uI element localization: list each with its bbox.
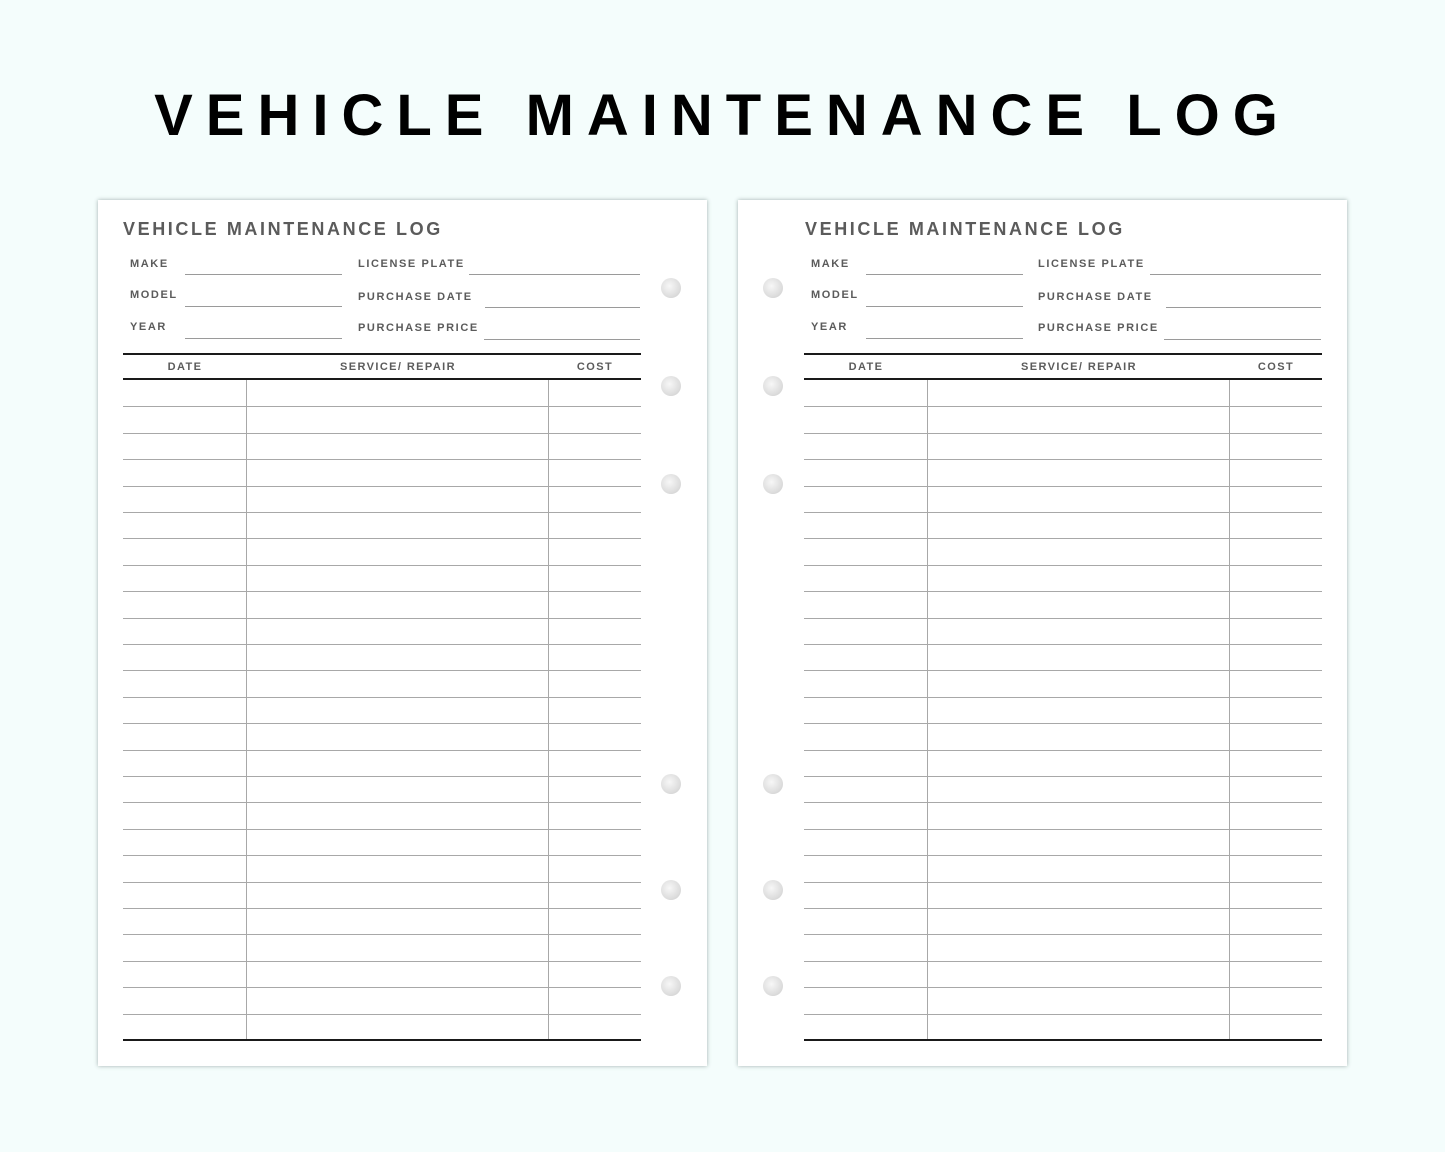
table-row[interactable]	[804, 486, 1322, 487]
table-top-rule	[804, 353, 1322, 355]
punch-hole	[763, 278, 783, 298]
table-row[interactable]	[804, 750, 1322, 751]
table-row[interactable]	[123, 644, 641, 645]
table-row[interactable]	[804, 829, 1322, 830]
purchase-price-label: PURCHASE PRICE	[1038, 322, 1159, 334]
table-row[interactable]	[804, 697, 1322, 698]
column-divider	[927, 380, 928, 1041]
table-bottom-rule	[123, 1039, 641, 1041]
punch-hole	[661, 880, 681, 900]
table-row[interactable]	[804, 644, 1322, 645]
table-row[interactable]	[804, 802, 1322, 803]
page-title: VEHICLE MAINTENANCE LOG	[123, 219, 443, 239]
license-plate-label: LICENSE PLATE	[1038, 258, 1145, 270]
model-field[interactable]	[185, 306, 342, 307]
year-label: YEAR	[130, 321, 167, 333]
table-row[interactable]	[123, 591, 641, 592]
table-row[interactable]	[123, 829, 641, 830]
purchase-price-label: PURCHASE PRICE	[358, 322, 479, 334]
table-row[interactable]	[804, 1014, 1322, 1015]
table-row[interactable]	[123, 908, 641, 909]
model-label: MODEL	[811, 289, 859, 301]
table-row[interactable]	[804, 855, 1322, 856]
table-row[interactable]	[804, 723, 1322, 724]
table-row[interactable]	[804, 776, 1322, 777]
table-row[interactable]	[804, 538, 1322, 539]
punch-hole	[763, 774, 783, 794]
column-header-cost: COST	[576, 361, 614, 373]
table-row[interactable]	[123, 459, 641, 460]
year-field[interactable]	[185, 338, 342, 339]
table-row[interactable]	[123, 486, 641, 487]
table-row[interactable]	[804, 433, 1322, 434]
license-plate-field[interactable]	[1150, 274, 1321, 275]
table-row[interactable]	[123, 855, 641, 856]
table-row[interactable]	[804, 459, 1322, 460]
purchase-date-label: PURCHASE DATE	[358, 291, 473, 303]
banner-title: VEHICLE MAINTENANCE LOG	[154, 83, 1291, 148]
table-header-rule	[804, 378, 1322, 380]
license-plate-label: LICENSE PLATE	[358, 258, 465, 270]
table-row[interactable]	[804, 618, 1322, 619]
table-row[interactable]	[804, 512, 1322, 513]
table-top-rule	[123, 353, 641, 355]
maintenance-log-table	[123, 353, 641, 1042]
planner-page-right	[738, 200, 1347, 1066]
table-row[interactable]	[123, 565, 641, 566]
table-row[interactable]	[804, 987, 1322, 988]
year-field[interactable]	[866, 338, 1023, 339]
table-row[interactable]	[804, 908, 1322, 909]
table-row[interactable]	[123, 961, 641, 962]
table-row[interactable]	[804, 406, 1322, 407]
purchase-price-field[interactable]	[1164, 339, 1321, 340]
maintenance-log-table	[804, 353, 1322, 1042]
make-label: MAKE	[130, 258, 169, 270]
table-row[interactable]	[123, 987, 641, 988]
model-label: MODEL	[130, 289, 178, 301]
make-label: MAKE	[811, 258, 850, 270]
column-header-service-repair: SERVICE/ REPAIR	[340, 361, 456, 373]
column-divider	[1229, 380, 1230, 1041]
purchase-date-field[interactable]	[1166, 307, 1321, 308]
table-row[interactable]	[123, 934, 641, 935]
column-header-date: DATE	[167, 361, 203, 373]
table-row[interactable]	[123, 802, 641, 803]
table-row[interactable]	[123, 750, 641, 751]
table-row[interactable]	[804, 670, 1322, 671]
punch-hole	[763, 376, 783, 396]
table-header-rule	[123, 378, 641, 380]
table-row[interactable]	[123, 723, 641, 724]
punch-hole	[661, 376, 681, 396]
table-row[interactable]	[123, 618, 641, 619]
column-divider	[246, 380, 247, 1041]
punch-hole	[661, 278, 681, 298]
license-plate-field[interactable]	[469, 274, 640, 275]
table-row[interactable]	[123, 882, 641, 883]
column-header-service-repair: SERVICE/ REPAIR	[1021, 361, 1137, 373]
table-row[interactable]	[123, 433, 641, 434]
table-row[interactable]	[804, 934, 1322, 935]
punch-hole	[661, 774, 681, 794]
table-row[interactable]	[804, 961, 1322, 962]
table-row[interactable]	[123, 697, 641, 698]
punch-hole	[763, 474, 783, 494]
purchase-date-field[interactable]	[485, 307, 640, 308]
make-field[interactable]	[185, 274, 342, 275]
make-field[interactable]	[866, 274, 1023, 275]
column-header-cost: COST	[1257, 361, 1295, 373]
punch-hole	[661, 474, 681, 494]
punch-hole	[661, 976, 681, 996]
punch-hole	[763, 976, 783, 996]
year-label: YEAR	[811, 321, 848, 333]
table-row[interactable]	[804, 882, 1322, 883]
table-row[interactable]	[123, 406, 641, 407]
table-row[interactable]	[123, 776, 641, 777]
purchase-date-label: PURCHASE DATE	[1038, 291, 1153, 303]
table-row[interactable]	[123, 1014, 641, 1015]
purchase-price-field[interactable]	[484, 339, 640, 340]
planner-page-left	[98, 200, 707, 1066]
page-title: VEHICLE MAINTENANCE LOG	[805, 219, 1125, 239]
table-bottom-rule	[804, 1039, 1322, 1041]
table-row[interactable]	[123, 512, 641, 513]
model-field[interactable]	[866, 306, 1023, 307]
punch-hole	[763, 880, 783, 900]
column-header-date: DATE	[848, 361, 884, 373]
table-row[interactable]	[123, 670, 641, 671]
table-row[interactable]	[123, 538, 641, 539]
column-divider	[548, 380, 549, 1041]
table-row[interactable]	[804, 591, 1322, 592]
table-row[interactable]	[804, 565, 1322, 566]
